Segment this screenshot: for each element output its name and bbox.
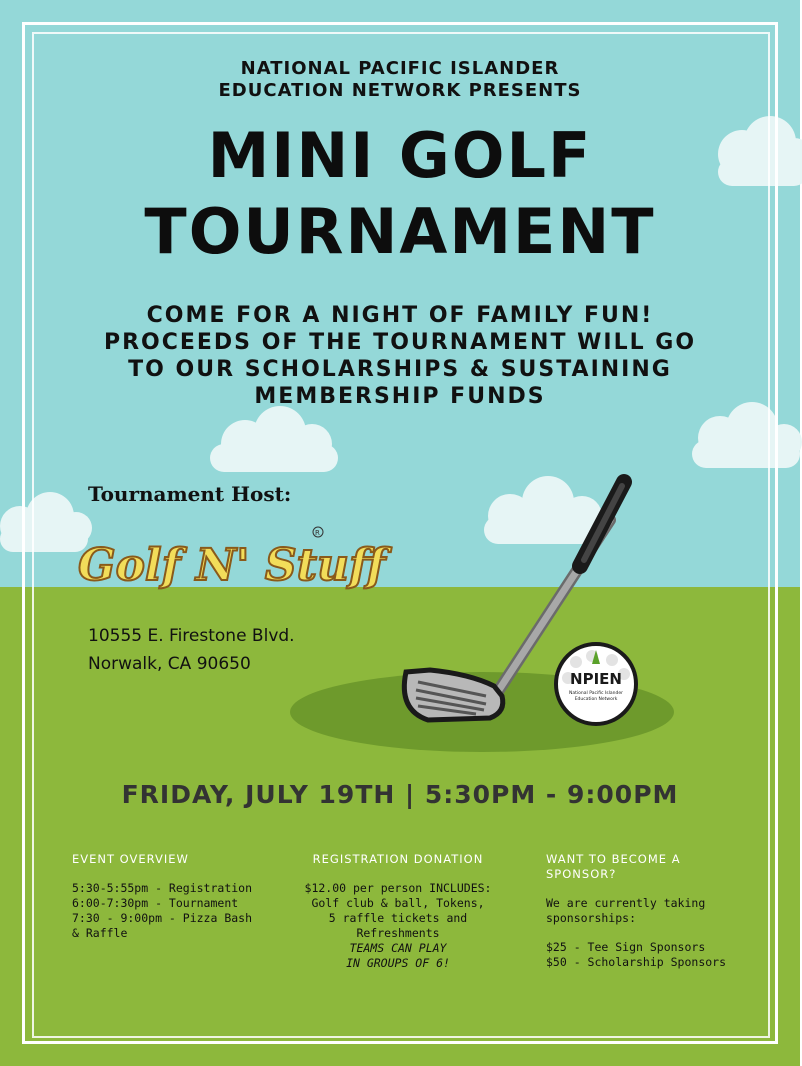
host-label: Tournament Host: — [88, 482, 292, 506]
sponsor-tier: $50 - Scholarship Sponsors — [546, 955, 727, 969]
registration-line: 5 raffle tickets and — [328, 911, 468, 925]
event-date: FRIDAY, JULY 19TH | 5:30PM - 9:00PM — [121, 780, 679, 809]
spacer — [546, 926, 746, 940]
registration-team-note: IN GROUPS OF 6! — [346, 956, 450, 970]
overview-line: 6:00-7:30pm - Tournament — [72, 896, 239, 910]
page-title — [0, 118, 800, 270]
sponsor-section — [546, 852, 746, 970]
sponsor-intro-line: We are currently taking — [546, 896, 706, 910]
registration-line: Refreshments — [356, 926, 440, 940]
title-line-2: TOURNAMENT — [144, 195, 656, 268]
event-overview-section — [72, 852, 272, 941]
tagline-line-1: COME FOR A NIGHT OF FAMILY FUN! — [146, 303, 654, 328]
overview-line: 5:30-5:55pm - Registration — [72, 881, 253, 895]
sponsor-heading-line-2: SPONSOR? — [546, 867, 617, 881]
sponsor-intro-line: sponsorships: — [546, 911, 637, 925]
registration-line: $12.00 per person INCLUDES: — [304, 881, 492, 895]
tagline-line-4: MEMBERSHIP FUNDS — [254, 384, 546, 409]
overview-line: 7:30 - 9:00pm - Pizza Bash — [72, 911, 253, 925]
address-line-2: Norwalk, CA 90650 — [88, 654, 251, 674]
presenter-text — [0, 58, 800, 102]
npien-logo-text: NPIEN — [570, 670, 622, 688]
address-line-1: 10555 E. Firestone Blvd. — [88, 626, 295, 646]
npien-subtitle-1: National Pacific Islander — [569, 691, 623, 696]
sponsor-tier: $25 - Tee Sign Sponsors — [546, 940, 706, 954]
overview-line: & Raffle — [72, 926, 128, 940]
presenter-line-1: NATIONAL PACIFIC ISLANDER — [240, 58, 560, 79]
golf-club-illustration — [280, 460, 760, 760]
event-overview-heading: EVENT OVERVIEW — [72, 852, 189, 866]
registration-heading: REGISTRATION DONATION — [312, 852, 484, 866]
tagline-line-3: TO OUR SCHOLARSHIPS & SUSTAINING — [128, 357, 672, 382]
registration-team-note: TEAMS CAN PLAY — [349, 941, 447, 955]
npien-subtitle-2: Education Network — [574, 697, 618, 702]
tagline — [0, 302, 800, 410]
tagline-line-2: PROCEEDS OF THE TOURNAMENT WILL GO — [103, 330, 697, 355]
host-address — [88, 622, 295, 678]
sponsor-heading — [546, 852, 746, 882]
title-line-1: MINI GOLF — [207, 119, 593, 192]
sponsor-heading-line-1: WANT TO BECOME A — [546, 852, 681, 866]
registration-section — [288, 852, 508, 971]
logo-text: Golf N' Stuff — [78, 540, 386, 591]
presenter-line-2: EDUCATION NETWORK PRESENTS — [218, 80, 582, 101]
registration-line: Golf club & ball, Tokens, — [311, 896, 485, 910]
svg-text:R: R — [315, 529, 320, 537]
